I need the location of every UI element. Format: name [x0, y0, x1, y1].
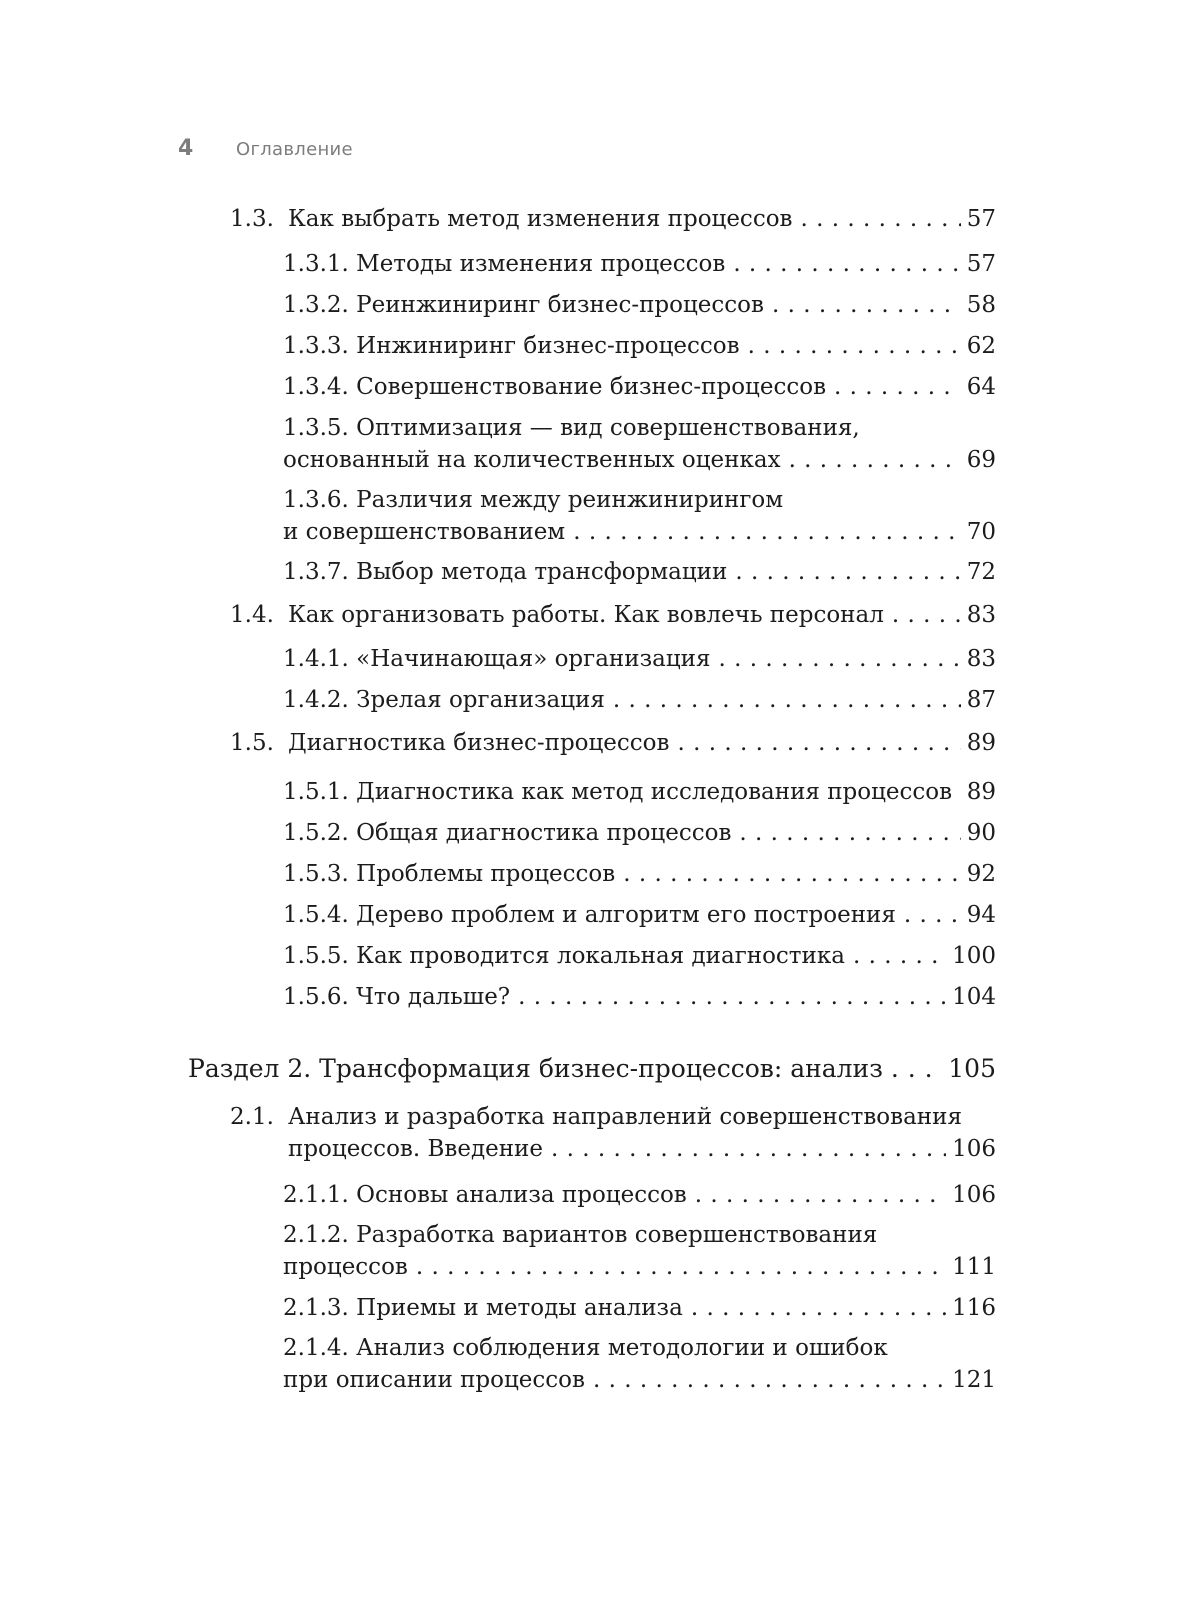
header-title: Оглавление — [236, 139, 353, 160]
leader-dots — [960, 776, 961, 808]
leader-dots — [853, 940, 946, 972]
toc-entry-title: 1.3.7. Выбор метода трансформации — [283, 559, 728, 585]
toc-entry-1-5-2[interactable] — [283, 817, 996, 849]
toc-entry-title: 1.4.1. «Начинающая» организация — [283, 646, 711, 672]
leader-dots — [772, 289, 961, 321]
toc-entry-page: 72 — [966, 559, 996, 585]
toc-entry-page: 90 — [966, 820, 996, 846]
toc-entry-1-3[interactable] — [230, 203, 996, 235]
toc-entry-title-line1: Анализ и разработка направлений совершенствования — [288, 1104, 962, 1130]
toc-entry-title: 1.5.3. Проблемы процессов — [283, 861, 616, 887]
toc-entry-title: 2.1.1. Основы анализа процессов — [283, 1182, 687, 1208]
toc-entry-1-3-2[interactable] — [283, 289, 996, 321]
toc-entry-page: 58 — [966, 292, 996, 318]
toc-entry-title: 1.4.2. Зрелая организация — [283, 687, 605, 713]
toc-entry-1-3-5[interactable] — [283, 412, 996, 476]
toc-entry-page: 89 — [966, 779, 996, 805]
toc-entry-page: 64 — [966, 374, 996, 400]
leader-dots — [891, 1053, 942, 1085]
toc-entry-page: 87 — [966, 687, 996, 713]
toc-entry-2-1-2[interactable] — [283, 1219, 996, 1283]
toc-entry-1-4-1[interactable] — [283, 643, 996, 675]
toc-entry-title: 1.3.2. Реинжиниринг бизнес-процессов — [283, 292, 764, 318]
toc-entry-1-5-3[interactable] — [283, 858, 996, 890]
leader-dots — [551, 1133, 946, 1165]
toc-entry-1-5-5[interactable] — [283, 940, 996, 972]
toc-entry-1-5[interactable] — [230, 727, 996, 759]
toc-entry-1-3-3[interactable] — [283, 330, 996, 362]
toc-entry-page: 83 — [966, 602, 996, 628]
leader-dots — [623, 858, 961, 890]
toc-entry-title: 1.5.1. Диагностика как метод исследования процессов — [283, 779, 953, 805]
toc-entry-title: 1.5.6. Что дальше? — [283, 984, 511, 1010]
toc-entry-1-3-1[interactable] — [283, 248, 996, 280]
toc-entry-page: 83 — [966, 646, 996, 672]
toc-entry-title: 2.1.3. Приемы и методы анализа — [283, 1295, 683, 1321]
toc-entry-2-1-1[interactable] — [283, 1179, 996, 1211]
toc-entry-page: 57 — [966, 251, 996, 277]
toc-entry-title: процессов. Введение — [288, 1136, 543, 1162]
toc-entry-title: 1.5.5. Как проводится локальная диагностика — [283, 943, 845, 969]
toc-entry-title-line1: 1.3.5. Оптимизация — вид совершенствования, — [283, 415, 860, 441]
toc-entry-title: Диагностика бизнес-процессов — [288, 730, 670, 756]
toc-section-title: Раздел 2. Трансформация бизнес-процессов: анализ — [188, 1054, 883, 1083]
toc-entry-1-4-2[interactable] — [283, 684, 996, 716]
toc-entry-page: 70 — [966, 519, 996, 545]
leader-dots — [733, 248, 960, 280]
toc-entry-page: 100 — [952, 943, 996, 969]
toc-entry-number: 1.4. — [230, 602, 274, 628]
toc-entry-page: 69 — [966, 447, 996, 473]
leader-dots — [904, 899, 961, 931]
leader-dots — [834, 371, 961, 403]
toc-entry-title-line1: 2.1.4. Анализ соблюдения методологии и ошибок — [283, 1335, 888, 1361]
toc-entry-title: при описании процессов — [283, 1367, 585, 1393]
leader-dots — [739, 817, 960, 849]
leader-dots — [718, 643, 960, 675]
toc-section-2[interactable] — [188, 1053, 996, 1085]
toc-entry-page: 104 — [952, 984, 996, 1010]
toc-entry-1-4[interactable] — [230, 599, 996, 631]
toc-entry-page: 106 — [952, 1182, 996, 1208]
leader-dots — [677, 727, 960, 759]
toc-entry-title-line1: 2.1.2. Разработка вариантов совершенствования — [283, 1222, 878, 1248]
toc-entry-page: 89 — [966, 730, 996, 756]
toc-entry-1-5-4[interactable] — [283, 899, 996, 931]
leader-dots — [695, 1179, 946, 1211]
leader-dots — [691, 1292, 946, 1324]
toc-entry-page: 106 — [952, 1136, 996, 1162]
leader-dots — [801, 203, 961, 235]
toc-entry-title: Как выбрать метод изменения процессов — [288, 206, 793, 232]
leader-dots — [593, 1364, 946, 1396]
toc-entry-1-5-6[interactable] — [283, 981, 996, 1013]
toc-entry-page: 57 — [966, 206, 996, 232]
leader-dots — [613, 684, 961, 716]
leader-dots — [416, 1251, 946, 1283]
toc-entry-page: 92 — [966, 861, 996, 887]
toc-entry-title: 1.5.2. Общая диагностика процессов — [283, 820, 732, 846]
toc-entry-1-3-4[interactable] — [283, 371, 996, 403]
toc-entry-2-1-3[interactable] — [283, 1292, 996, 1324]
toc-entry-number: 1.3. — [230, 206, 274, 232]
toc-entry-1-3-7[interactable] — [283, 556, 996, 588]
toc-entry-title: основанный на количественных оценках — [283, 447, 781, 473]
toc-entry-page: 62 — [966, 333, 996, 359]
toc-entry-page: 116 — [952, 1295, 996, 1321]
toc-entry-1-3-6[interactable] — [283, 484, 996, 548]
toc-entry-number: 2.1. — [230, 1104, 274, 1130]
toc-entry-page: 111 — [952, 1254, 996, 1280]
toc-entry-page: 105 — [948, 1054, 996, 1083]
toc-entry-number: 1.5. — [230, 730, 274, 756]
toc-entry-title: 1.5.4. Дерево проблем и алгоритм его построения — [283, 902, 896, 928]
leader-dots — [518, 981, 946, 1013]
toc-entry-title: процессов — [283, 1254, 408, 1280]
toc-entry-title: 1.3.3. Инжиниринг бизнес-процессов — [283, 333, 740, 359]
leader-dots — [573, 516, 961, 548]
toc-entry-title: Как организовать работы. Как вовлечь персонал — [288, 602, 884, 628]
toc-entry-page: 121 — [952, 1367, 996, 1393]
toc-entry-2-1-4[interactable] — [283, 1332, 996, 1396]
leader-dots — [892, 599, 961, 631]
toc-entry-title-line1: 1.3.6. Различия между реинжинирингом — [283, 487, 784, 513]
toc-entry-2-1[interactable] — [230, 1101, 996, 1165]
page-number: 4 — [178, 136, 194, 161]
toc-entry-title: 1.3.1. Методы изменения процессов — [283, 251, 726, 277]
toc-entry-title: 1.3.4. Совершенствование бизнес-процессов — [283, 374, 827, 400]
leader-dots — [789, 444, 961, 476]
toc-entry-page: 94 — [966, 902, 996, 928]
leader-dots — [735, 556, 960, 588]
toc-entry-title: и совершенствованием — [283, 519, 566, 545]
toc-entry-1-5-1[interactable] — [283, 776, 996, 808]
leader-dots — [748, 330, 961, 362]
